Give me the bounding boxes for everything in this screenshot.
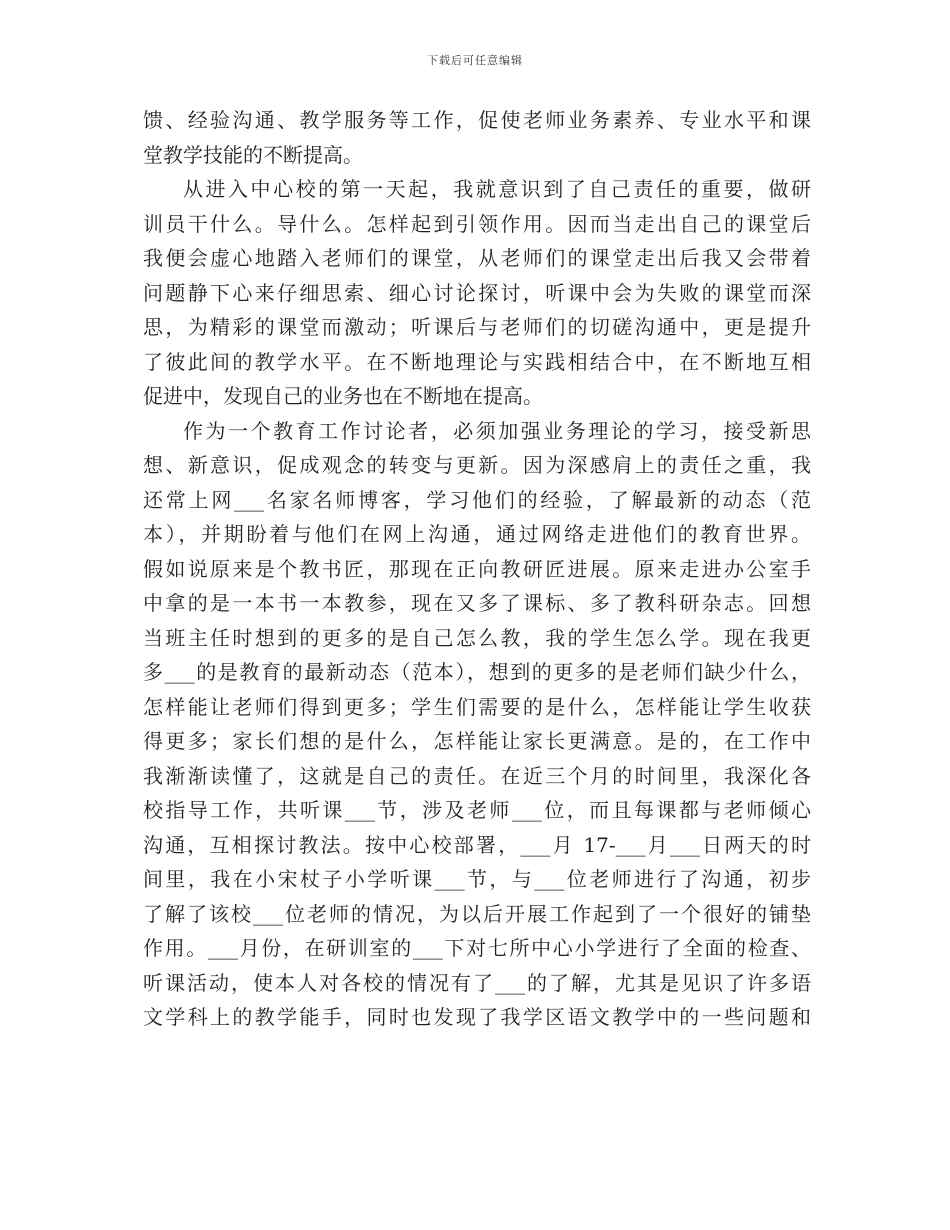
text-line: 了解了该校___位老师的情况，为以后开展工作起到了一个很好的铺垫	[143, 901, 811, 926]
text-line: 得更多；家长们想的是什么，怎样能让家长更满意。是的，在工作中	[143, 729, 811, 753]
document-body	[143, 103, 811, 1035]
text-line: 了彼此间的教学水平。在不断地理论与实践相结合中，在不断地互相	[143, 349, 811, 374]
text-line: 多___的是教育的最新动态（范本），想到的更多的是老师们缺少什么，	[143, 660, 811, 684]
text-line: 当班主任时想到的更多的是自己怎么教，我的学生怎么学。现在我更	[143, 625, 811, 650]
text-line: 中拿的是一本书一本教参，现在又多了课标、多了教科研杂志。回想	[143, 591, 811, 615]
text-line: 假如说原来是个教书匠，那现在正向教研匠进展。原来走进办公室手	[143, 556, 811, 581]
text-line: 问题静下心来仔细思索、细心讨论探讨，听课中会为失败的课堂而深	[143, 280, 811, 305]
paragraph-first-line: 从进入中心校的第一天起，我就意识到了自己责任的重要，做研	[183, 177, 811, 201]
text-line: 作用。___月份，在研训室的___下对七所中心小学进行了全面的检查、	[143, 936, 811, 960]
text-line: 本），并期盼着与他们在网上沟通，通过网络走进他们的教育世界。	[143, 522, 811, 546]
text-line: 训员干什么。导什么。怎样起到引领作用。因而当走出自己的课堂后	[143, 211, 811, 236]
text-line: 思，为精彩的课堂而激动；听课后与老师们的切磋沟通中，更是提升	[143, 315, 811, 339]
text-line: 沟通，互相探讨教法。按中心校部署，___月 17-___月___日两天的时	[143, 832, 811, 857]
text-line: 想、新意识，促成观念的转变与更新。因为深感肩上的责任之重，我	[143, 453, 811, 477]
text-line: 文学科上的教学能手，同时也发现了我学区语文教学中的一些问题和	[143, 1005, 811, 1029]
text-line: 校指导工作，共听课___节，涉及老师___位，而且每课都与老师倾心	[143, 798, 811, 822]
page-header: 下载后可任意编辑	[427, 54, 523, 67]
text-line: 我渐渐读懂了，这就是自己的责任。在近三个月的时间里，我深化各	[143, 763, 811, 788]
text-line: 怎样能让老师们得到更多；学生们需要的是什么，怎样能让学生收获	[143, 694, 811, 719]
text-line: 还常上网___名家名师博客，学习他们的经验，了解最新的动态（范	[143, 487, 811, 512]
paragraph-first-line: 作为一个教育工作讨论者，必须加强业务理论的学习，接受新思	[183, 418, 811, 443]
text-line: 堂教学技能的不断提高。	[143, 142, 363, 167]
text-line: 听课活动，使本人对各校的情况有了___的了解，尤其是见识了许多语	[143, 970, 811, 995]
text-line: 馈、经验沟通、教学服务等工作，促使老师业务素养、专业水平和课	[143, 108, 811, 132]
text-line: 间里，我在小宋杖子小学听课___节，与___位老师进行了沟通，初步	[143, 867, 811, 891]
text-line: 我便会虚心地踏入老师们的课堂，从老师们的课堂走出后我又会带着	[143, 246, 811, 270]
text-line: 促进中，发现自己的业务也在不断地在提高。	[143, 384, 543, 408]
